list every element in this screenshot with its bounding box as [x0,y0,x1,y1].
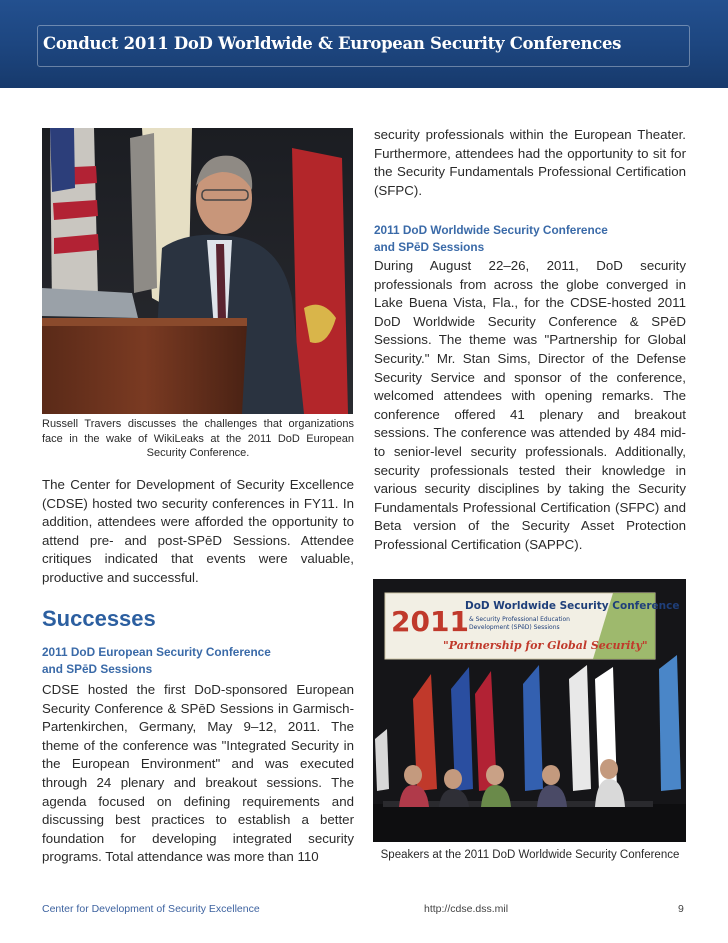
page-number: 9 [678,903,684,915]
euro-paragraph: CDSE hosted the first DoD-sponsored European Security Conference & SPēD Sessions in Garmisch-Partenkirchen, Germany, May 9–12, 2011. The theme of the conference was "Integrated Security in the European Environment" and was executed through 24 plenary and breakout sessions. The agenda focused on defining requirements and discussing best practices to establish a better foundation for developing integrated security programs. Total attendance was more than 110 [42,682,354,865]
euro-heading-line1: 2011 DoD European Security Conference [42,645,271,659]
conference-photo-caption: Speakers at the 2011 DoD Worldwide Security Conference [380,849,680,861]
banner-line3: Development (SPēD) Sessions [469,624,560,631]
page-title: Conduct 2011 DoD Worldwide & European Security Conferences [43,34,622,53]
intro-paragraph: The Center for Development of Security Excellence (CDSE) hosted two security conferences in FY11. In addition, attendees were afforded the opportunity to attend pre- and post-SPēD Sessions. Attendee critiques indicated that events were valuable, productive and successful. [42,477,354,585]
footer-organization: Center for Development of Security Excellence [42,903,260,915]
worldwide-heading-line1: 2011 DoD Worldwide Security Conference [374,223,608,237]
banner-tagline: "Partnership for Global Security" [443,639,648,652]
worldwide-heading-block [374,222,686,255]
speaker-photo [42,128,353,414]
worldwide-heading-line2: and SPēD Sessions [374,239,485,254]
footer-url[interactable]: http://cdse.dss.mil [424,903,509,915]
banner-line1: DoD Worldwide Security Conference [465,600,680,612]
worldwide-paragraph: During August 22–26, 2011, DoD security professionals from across the globe converged in Lake Buena Vista, Fla., for the CDSE-hosted 2011 DoD Worldwide Security Conference & SPēD Sessions. The theme was "Partnership for Global Security." Mr. Stan Sims, Director of the Defense Security Service and sponsor of the conference, welcomed attendees with opening remarks. The conference offered 41 plenary and breakout sessions. The conference was attended by 484 mid- to senior-level security professionals. Additionally, security professionals tested their knowledge in various security disciplines by taking the Security Fundamentals Professional Certification (SFPC) and Beta version of the Security Asset Protection Professional Certification (SAPPC). [374,258,686,552]
successes-heading: Successes [42,606,156,631]
euro-heading-line2: and SPēD Sessions [42,661,153,676]
banner-year: 2011 [391,605,469,638]
conference-photo-art [373,579,686,842]
banner-line2: & Security Professional Education [469,616,570,623]
continued-paragraph: security professionals within the European Theater. Furthermore, attendees had the opportunity to sit for the Security Fundamentals Professional Certification (SFPC). [374,127,686,198]
speaker-photo-caption: Russell Travers discusses the challenges that organizations face in the wake of WikiLeaks at the 2011 DoD European Security Conference. [42,418,354,459]
speaker-photo-art [42,128,353,414]
conference-photo [373,579,686,842]
euro-heading-block [42,644,354,677]
